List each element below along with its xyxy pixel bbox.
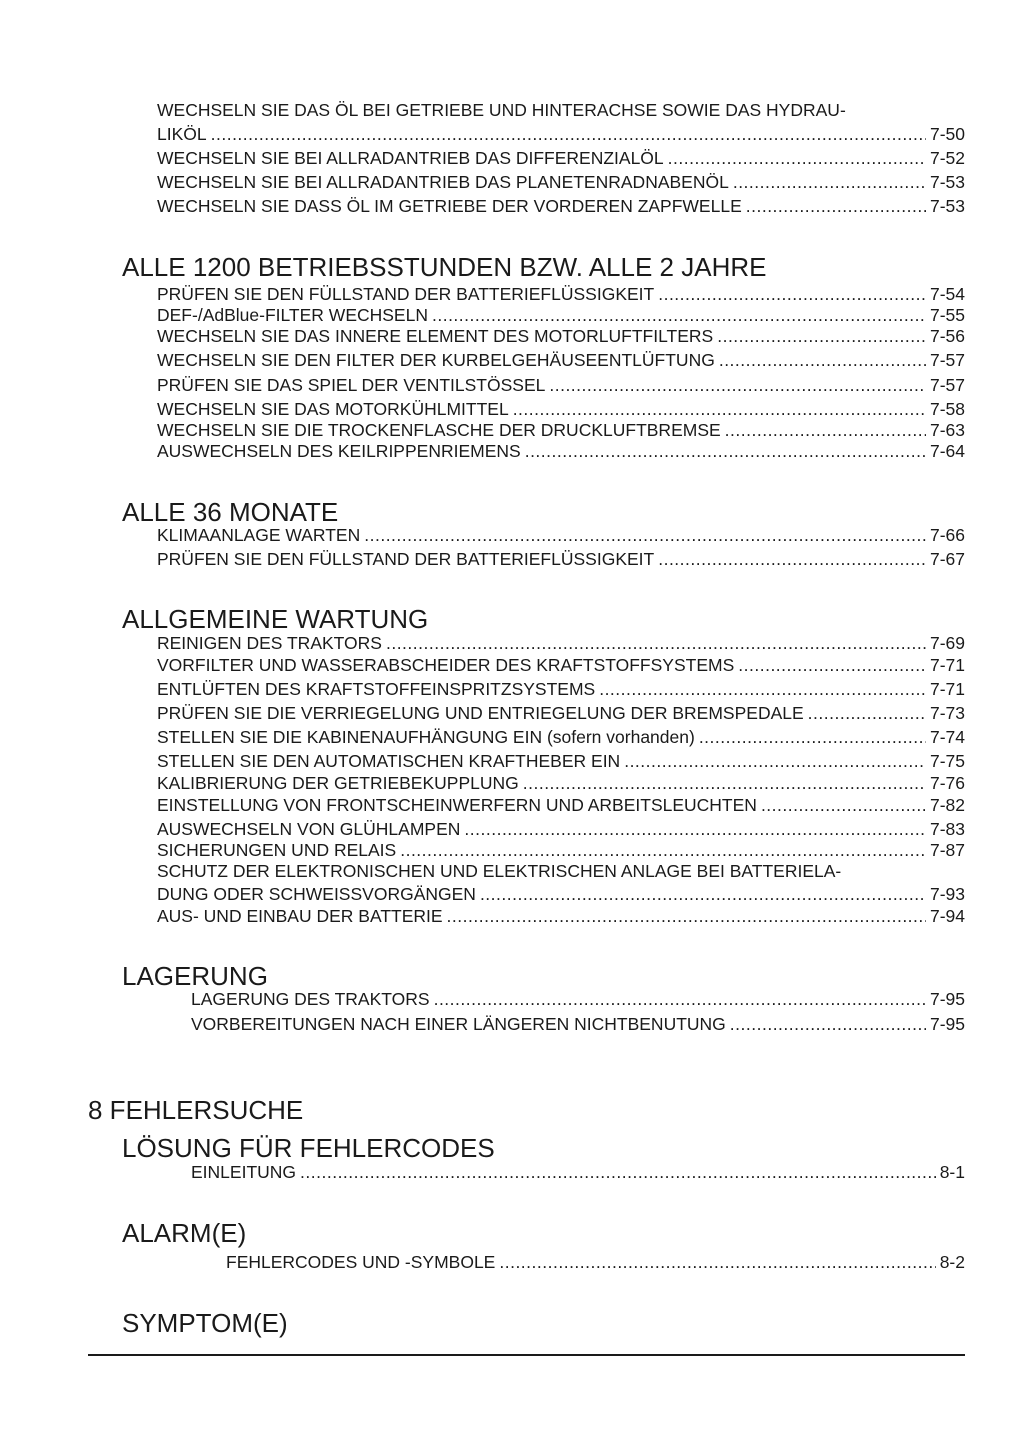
toc-leader-dots [599, 678, 926, 700]
toc-entry-title: WECHSELN SIE BEI ALLRADANTRIEB DAS PLANETENRADNABENÖL [157, 172, 729, 192]
toc-entry[interactable] [191, 1013, 965, 1035]
toc-entry[interactable] [157, 654, 965, 676]
toc-page-number: 7-73 [929, 703, 965, 723]
toc-entry-title: AUS- UND EINBAU DER BATTERIE [157, 906, 443, 926]
toc-entry[interactable] [157, 304, 965, 326]
toc-entry[interactable] [157, 419, 965, 441]
toc-entry-title: KLIMAANLAGE WARTEN [157, 525, 361, 545]
toc-page-number: 7-74 [929, 727, 965, 747]
toc-entry[interactable] [157, 398, 965, 420]
toc-leader-dots [668, 147, 926, 169]
toc-page-number: 7-87 [929, 840, 965, 860]
toc-page-number: 7-76 [929, 773, 965, 793]
toc-entry[interactable] [157, 632, 965, 654]
toc-entry-title: PRÜFEN SIE DAS SPIEL DER VENTILSTÖSSEL [157, 375, 546, 395]
toc-entry[interactable] [157, 726, 965, 748]
toc-entry-title: PRÜFEN SIE DEN FÜLLSTAND DER BATTERIEFLÜSSIGKEIT [157, 284, 655, 304]
toc-page-number: 7-75 [929, 751, 965, 771]
toc-entry-title: SICHERUNGEN UND RELAIS [157, 840, 397, 860]
toc-page-number: 7-95 [929, 989, 965, 1009]
toc-entry[interactable] [157, 750, 965, 772]
toc-page-number: 7-58 [929, 399, 965, 419]
toc-leader-dots [717, 325, 926, 347]
toc-entry-title: LIKÖL [157, 124, 207, 144]
toc-entry-title: VORBEREITUNGEN NACH EINER LÄNGEREN NICHTBENUTUNG [191, 1014, 726, 1034]
toc-page-number: 7-53 [929, 172, 965, 192]
toc-page-number: 7-56 [929, 326, 965, 346]
toc-entry-title: FEHLERCODES UND -SYMBOLE [226, 1252, 496, 1272]
toc-leader-dots [719, 349, 926, 371]
toc-page-number: 7-63 [929, 420, 965, 440]
toc-leader-dots [211, 123, 926, 145]
toc-page-number: 7-55 [929, 305, 965, 325]
section-heading-storage[interactable]: LAGERUNG [122, 961, 268, 991]
toc-entry[interactable] [157, 905, 965, 927]
toc-page-number: 7-57 [929, 350, 965, 370]
toc-page-number: 7-71 [929, 655, 965, 675]
toc-entry-title: STELLEN SIE DEN AUTOMATISCHEN KRAFTHEBER EIN [157, 751, 621, 771]
toc-leader-dots [364, 524, 926, 546]
toc-leader-dots [525, 440, 926, 462]
toc-entry-title: REINIGEN DES TRAKTORS [157, 633, 382, 653]
toc-entry-title: WECHSELN SIE DIE TROCKENFLASCHE DER DRUCKLUFTBREMSE [157, 420, 721, 440]
toc-entry-title: AUSWECHSELN DES KEILRIPPENRIEMENS [157, 441, 521, 461]
toc-page-number: 7-83 [929, 819, 965, 839]
toc-leader-dots [624, 750, 926, 772]
toc-entry-title: EINLEITUNG [191, 1162, 297, 1182]
toc-entry[interactable] [157, 839, 965, 861]
section-heading-alarms[interactable]: ALARM(E) [122, 1218, 247, 1248]
toc-leader-dots [658, 283, 926, 305]
toc-page-number: 8-1 [939, 1162, 965, 1182]
toc-entry[interactable] [191, 1161, 965, 1183]
toc-leader-dots [746, 195, 926, 217]
toc-leader-dots [386, 632, 926, 654]
toc-entry-wrapped-line: WECHSELN SIE DAS ÖL BEI GETRIEBE UND HINTERACHSE SOWIE DAS HYDRAU- [157, 100, 846, 120]
page-divider [88, 1354, 965, 1356]
toc-leader-dots [808, 702, 926, 724]
toc-entry[interactable] [226, 1251, 965, 1273]
toc-page-number: 7-67 [929, 549, 965, 569]
toc-entry[interactable] [157, 171, 965, 193]
toc-entry[interactable] [157, 283, 965, 305]
toc-leader-dots [432, 304, 926, 326]
toc-entry[interactable] [157, 818, 965, 840]
toc-page-number: 8-2 [939, 1252, 965, 1272]
toc-entry[interactable] [157, 883, 965, 905]
toc-entry-title: ENTLÜFTEN DES KRAFTSTOFFEINSPRITZSYSTEMS [157, 679, 596, 699]
section-heading-fault-codes[interactable]: LÖSUNG FÜR FEHLERCODES [122, 1133, 495, 1163]
toc-entry-title: WECHSELN SIE DASS ÖL IM GETRIEBE DER VORDEREN ZAPFWELLE [157, 196, 742, 216]
toc-entry[interactable] [191, 988, 965, 1010]
toc-entry[interactable] [157, 440, 965, 462]
toc-leader-dots [523, 772, 926, 794]
toc-page-number: 7-94 [929, 906, 965, 926]
section-heading-symptoms[interactable]: SYMPTOM(E) [122, 1308, 288, 1338]
toc-leader-dots [658, 548, 926, 570]
section-heading-general-maintenance[interactable]: ALLGEMEINE WARTUNG [122, 604, 429, 634]
toc-entry-wrapped-line: SCHUTZ DER ELEKTRONISCHEN UND ELEKTRISCHEN ANLAGE BEI BATTERIELA- [157, 861, 842, 881]
chapter-title[interactable]: 8 FEHLERSUCHE [88, 1095, 304, 1125]
toc-leader-dots [738, 654, 926, 676]
toc-page-number: 7-93 [929, 884, 965, 904]
toc-entry-title: AUSWECHSELN VON GLÜHLAMPEN [157, 819, 461, 839]
toc-leader-dots [464, 818, 926, 840]
section-heading-1200h[interactable]: ALLE 1200 BETRIEBSSTUNDEN BZW. ALLE 2 JAHRE [122, 252, 767, 282]
toc-entry[interactable] [157, 325, 965, 347]
toc-entry[interactable] [157, 349, 965, 371]
toc-leader-dots [725, 419, 926, 441]
toc-leader-dots [761, 794, 926, 816]
toc-entry[interactable] [157, 374, 965, 396]
toc-entry[interactable] [157, 678, 965, 700]
toc-leader-dots [480, 883, 926, 905]
toc-entry-title: LAGERUNG DES TRAKTORS [191, 989, 430, 1009]
toc-entry-title: DUNG ODER SCHWEISSVORGÄNGEN [157, 884, 476, 904]
toc-leader-dots [300, 1161, 936, 1183]
toc-entry-title: PRÜFEN SIE DIE VERRIEGELUNG UND ENTRIEGELUNG DER BREMSPEDALE [157, 703, 804, 723]
toc-entry-title: STELLEN SIE DIE KABINENAUFHÄNGUNG EIN (sofern vorhanden) [157, 727, 695, 747]
toc-leader-dots [513, 398, 926, 420]
toc-page-number: 7-66 [929, 525, 965, 545]
toc-entry-title: WECHSELN SIE DAS INNERE ELEMENT DES MOTORLUFTFILTERS [157, 326, 714, 346]
toc-page-number: 7-69 [929, 633, 965, 653]
toc-leader-dots [400, 839, 926, 861]
toc-entry-title: WECHSELN SIE BEI ALLRADANTRIEB DAS DIFFERENZIALÖL [157, 148, 664, 168]
toc-leader-dots [447, 905, 926, 927]
toc-entry[interactable] [157, 772, 965, 794]
toc-page-number: 7-50 [929, 124, 965, 144]
toc-leader-dots [549, 374, 926, 396]
toc-entry-title: VORFILTER UND WASSERABSCHEIDER DES KRAFTSTOFFSYSTEMS [157, 655, 735, 675]
toc-leader-dots [699, 726, 926, 748]
toc-entry[interactable] [157, 794, 965, 816]
toc-page-number: 7-52 [929, 148, 965, 168]
toc-page-number: 7-64 [929, 441, 965, 461]
toc-leader-dots [499, 1251, 935, 1273]
toc-entry[interactable] [157, 123, 965, 145]
toc-entry[interactable] [157, 702, 965, 724]
toc-page-number: 7-82 [929, 795, 965, 815]
toc-entry[interactable] [157, 147, 965, 169]
toc-page-number: 7-57 [929, 375, 965, 395]
toc-entry-title: WECHSELN SIE DEN FILTER DER KURBELGEHÄUSEENTLÜFTUNG [157, 350, 715, 370]
toc-entry-title: PRÜFEN SIE DEN FÜLLSTAND DER BATTERIEFLÜSSIGKEIT [157, 549, 655, 569]
toc-entry-title: DEF-/AdBlue-FILTER WECHSELN [157, 305, 428, 325]
toc-entry[interactable] [157, 524, 965, 546]
toc-leader-dots [733, 171, 926, 193]
toc-entry[interactable] [157, 195, 965, 217]
toc-entry-title: KALIBRIERUNG DER GETRIEBEKUPPLUNG [157, 773, 519, 793]
toc-leader-dots [434, 988, 926, 1010]
toc-entry[interactable] [157, 548, 965, 570]
toc-page-number: 7-53 [929, 196, 965, 216]
toc-leader-dots [730, 1013, 926, 1035]
toc-page-number: 7-71 [929, 679, 965, 699]
toc-page-number: 7-95 [929, 1014, 965, 1034]
toc-entry-title: WECHSELN SIE DAS MOTORKÜHLMITTEL [157, 399, 509, 419]
section-heading-36-months[interactable]: ALLE 36 MONATE [122, 497, 339, 527]
toc-page-number: 7-54 [929, 284, 965, 304]
toc-entry-title: EINSTELLUNG VON FRONTSCHEINWERFERN UND ARBEITSLEUCHTEN [157, 795, 757, 815]
